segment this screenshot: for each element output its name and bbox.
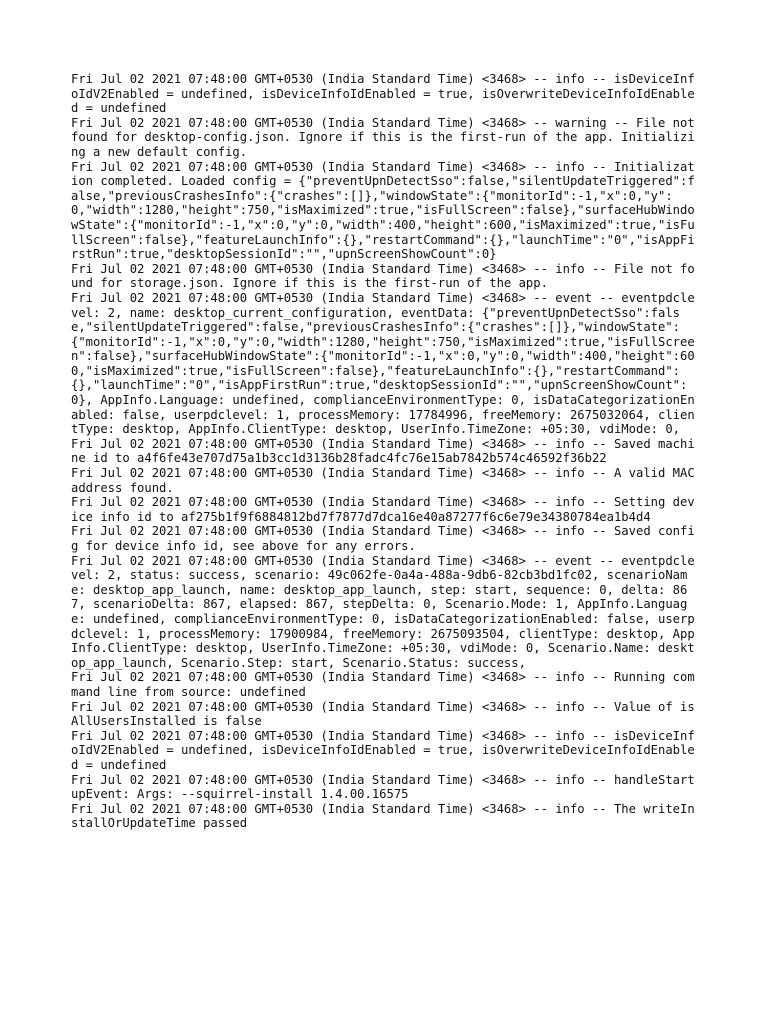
log-entry: Fri Jul 02 2021 07:48:00 GMT+0530 (India Standard Time) <3468> -- info -- Saved machine id to a4f6fe43e707d75a1b3cc1d3136b28fadc4fc76e15ab7842b574c46592f36b22 [71, 436, 695, 466]
log-entry: Fri Jul 02 2021 07:48:00 GMT+0530 (India Standard Time) <3468> -- info -- Setting device info id to af275b1f9f6884812bd7f7877d7dca16e40a87277f6c6e79e34380784ea1b4d4 [71, 495, 695, 524]
log-entry: Fri Jul 02 2021 07:48:00 GMT+0530 (India Standard Time) <3468> -- info -- Saved config for device info id, see above for any errors. [71, 524, 695, 553]
log-entry: Fri Jul 02 2021 07:48:00 GMT+0530 (India Standard Time) <3468> -- info -- isDeviceInfoIdV2Enabled = undefined, isDeviceInfoIdEnabled = true, isOverwriteDeviceInfoIdEnabled = undefined [71, 728, 695, 772]
log-entry: Fri Jul 02 2021 07:48:00 GMT+0530 (India Standard Time) <3468> -- event -- eventpdclevel: 2, status: success, scenario: 49c062fe-0a4a-488a-9db6-82cb3bd1fc02, scenarioName: desktop_app_launch, name: desktop_app_launch, step: start, sequence: 0, delta: 867, scenarioDelta: 867, elapsed: 867, stepDelta: 0, Scenario.Mode: 1, AppInfo.Language: undefined, complianceEnvironmentType: 0, isDataCategorizationEnabled: false, userpdclevel: 1, processMemory: 17900984, freeMemory: 2675093504, clientType: desktop, AppInfo.ClientType: desktop, UserInfo.TimeZone: +05:30, vdiMode: 0, Scenario.Name: desktop_app_launch, Scenario.Step: start, Scenario.Status: success, [71, 553, 695, 670]
log-entry: Fri Jul 02 2021 07:48:00 GMT+0530 (India Standard Time) <3468> -- info -- isDeviceInfoIdV2Enabled = undefined, isDeviceInfoIdEnabled = true, isOverwriteDeviceInfoIdEnabled = undefined [71, 72, 695, 116]
log-entry: Fri Jul 02 2021 07:48:00 GMT+0530 (India Standard Time) <3468> -- warning -- File not found for desktop-config.json. Ignore if this is the first-run of the app. Initializing a new default config. [71, 115, 703, 159]
log-entry: Fri Jul 02 2021 07:48:00 GMT+0530 (India Standard Time) <3468> -- info -- Value of isAllUsersInstalled is false [71, 699, 695, 729]
log-entry: Fri Jul 02 2021 07:48:00 GMT+0530 (India Standard Time) <3468> -- info -- Running command line from source: undefined [71, 670, 695, 699]
log-entry: Fri Jul 02 2021 07:48:00 GMT+0530 (India Standard Time) <3468> -- info -- File not found for storage.json. Ignore if this is the first-run of the app. [71, 261, 695, 291]
log-entry: Fri Jul 02 2021 07:48:00 GMT+0530 (India Standard Time) <3468> -- info -- A valid MAC address found. [71, 466, 703, 495]
log-entry: Fri Jul 02 2021 07:48:00 GMT+0530 (India Standard Time) <3468> -- info -- The writeInstallOrUpdateTime passed [71, 801, 695, 831]
log-entry: Fri Jul 02 2021 07:48:00 GMT+0530 (India Standard Time) <3468> -- info -- Initialization completed. Loaded config = {"preventUpnDetectSso":false,"silentUpdateTriggered":false,"previousCrashesInfo":{"crashes":[]},"windowState":{"monitorId":-1,"x":0,"y":0,"width":1280,"height":750,"isMaximized":true,"isFullScreen":false},"surfaceHubWindowState":{"monitorId":-1,"x":0,"y":0,"width":400,"height":600,"isMaximized":true,"isFullScreen":false},"featureLaunchInfo":{},"restartCommand":{},"launchTime":"0","isAppFirstRun":true,"desktopSessionId":"","upnScreenShowCount":0} [71, 159, 695, 262]
log-document [71, 72, 701, 831]
log-entry: Fri Jul 02 2021 07:48:00 GMT+0530 (India Standard Time) <3468> -- event -- eventpdclevel: 2, name: desktop_current_configuration, eventData: {"preventUpnDetectSso":false,"silentUpdateTriggered":false,"previousCrashesInfo":{"crashes":[]},"windowState":{"monitorId":-1,"x":0,"y":0,"width":1280,"height":750,"isMaximized":true,"isFullScreen":false},"surfaceHubWindowState":{"monitorId":-1,"x":0,"y":0,"width":400,"height":600,"isMaximized":true,"isFullScreen":false},"featureLaunchInfo":{},"restartCommand":{},"launchTime":"0","isAppFirstRun":true,"desktopSessionId":"","upnScreenShowCount":0}, AppInfo.Language: undefined, complianceEnvironmentType: 0, isDataCategorizationEnabled: false, userpdclevel: 1, processMemory: 17784996, freeMemory: 2675032064, clientType: desktop, AppInfo.ClientType: desktop, UserInfo.TimeZone: +05:30, vdiMode: 0, [71, 290, 695, 437]
log-entry: Fri Jul 02 2021 07:48:00 GMT+0530 (India Standard Time) <3468> -- info -- handleStartupEvent: Args: --squirrel-install 1.4.00.16575 [71, 772, 695, 802]
